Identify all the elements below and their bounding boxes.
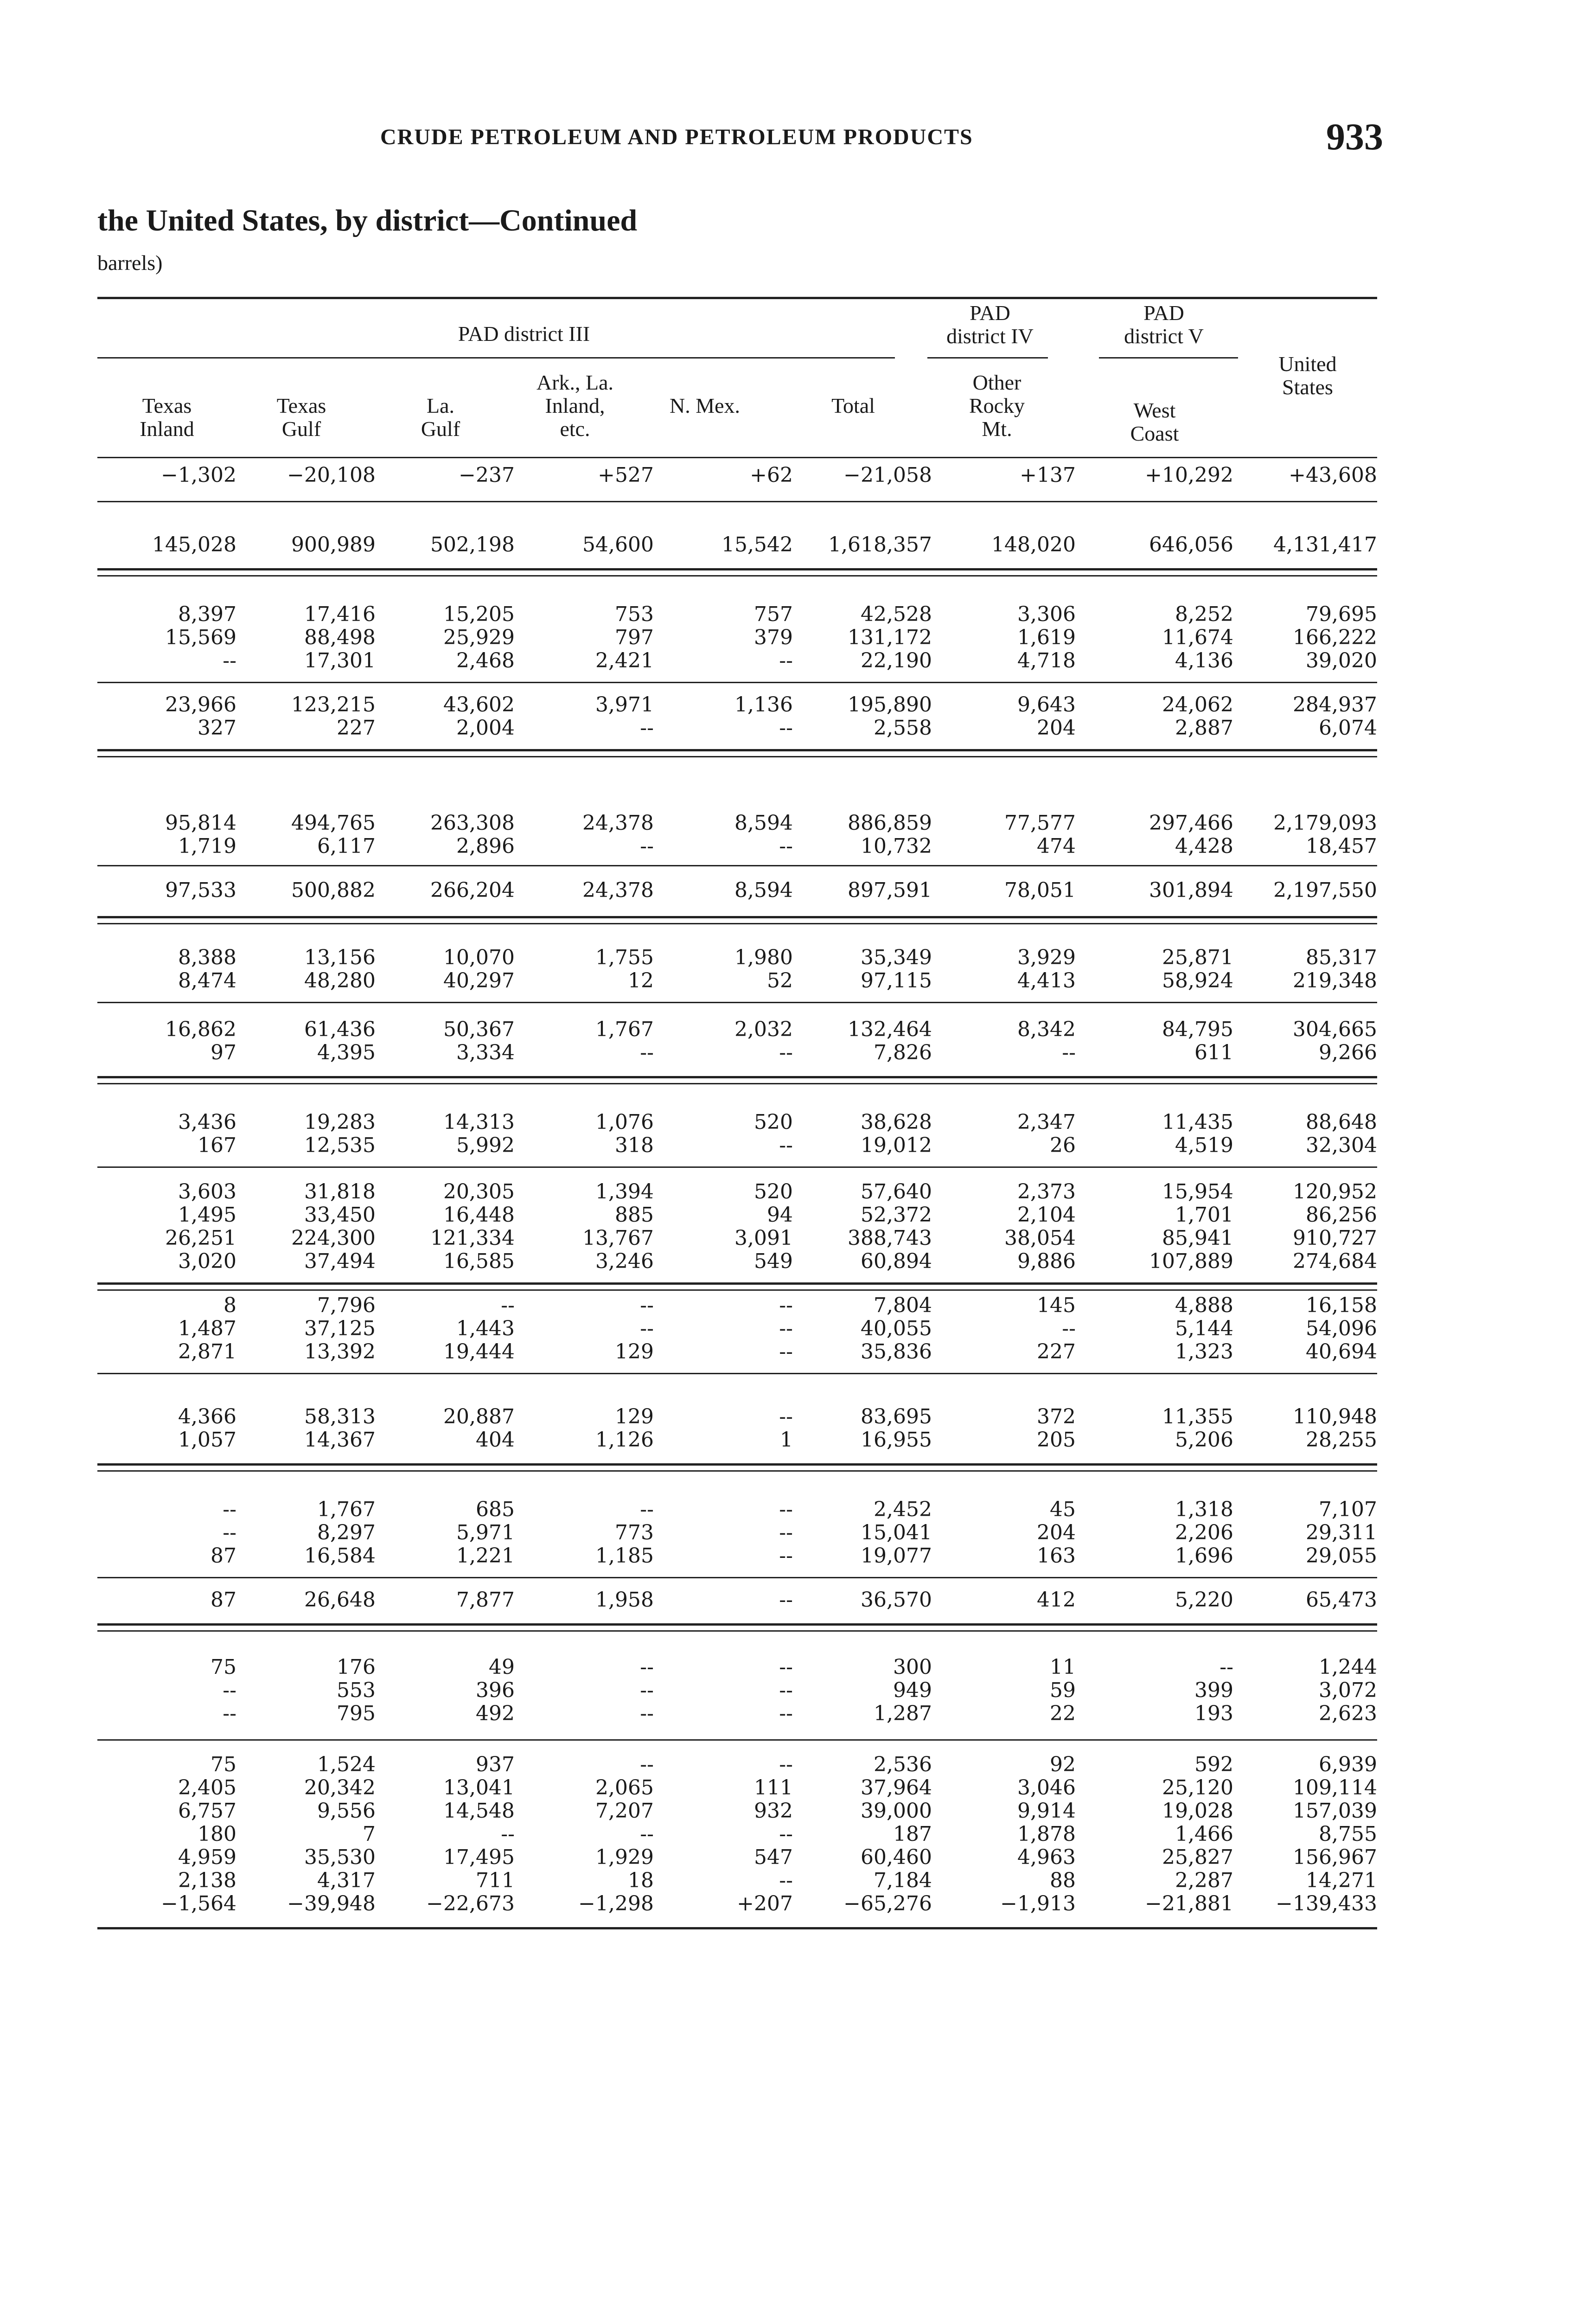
pad3-group-rule [97, 357, 895, 359]
cell: 83,695 16,955 [861, 1405, 932, 1452]
table-subtitle: the United States, by district—Continued [97, 204, 638, 237]
cell: 24,062 2,887 [1162, 693, 1233, 740]
cell: +10,292 [1145, 463, 1233, 487]
cell: 36,570 [861, 1588, 932, 1612]
cell: 15,954 1,701 85,941 107,889 [1149, 1180, 1233, 1273]
cell: -- 2,065 7,207 -- 1,929 18 −1,298 [578, 1753, 654, 1915]
cell: 1,318 2,206 1,696 [1175, 1498, 1233, 1568]
cell: 75 -- -- [211, 1655, 236, 1725]
cell: 1,767 8,297 16,584 [304, 1498, 376, 1568]
cell: 35,349 97,115 [861, 946, 932, 993]
cell: 1,980 52 [734, 946, 793, 993]
cell: 110,948 28,255 [1293, 1405, 1377, 1452]
row-rule [97, 682, 1377, 683]
cell: -- -- -- [779, 1294, 793, 1364]
cell: +43,608 [1289, 463, 1377, 487]
cell: 297,466 4,428 [1149, 811, 1233, 858]
col-header-texas-gulf: Texas Gulf [276, 394, 326, 441]
cell: -- 773 1,185 [595, 1498, 654, 1568]
cell: 1,244 3,072 2,623 [1319, 1655, 1377, 1725]
col-header-n-mex: N. Mex. [669, 394, 741, 417]
cell: 16,862 97 [165, 1018, 236, 1064]
row-rule [97, 1373, 1377, 1374]
cell: 17,416 88,498 17,301 [304, 602, 376, 673]
cell: 1,767 -- [595, 1018, 654, 1064]
cell: 78,051 [1004, 878, 1076, 902]
cell: -- 1,443 19,444 [443, 1294, 515, 1364]
running-head: CRUDE PETROLEUM AND PETROLEUM PRODUCTS [380, 125, 973, 149]
cell: 757 379 -- [754, 602, 793, 673]
cell: 16,158 54,096 40,694 [1306, 1294, 1377, 1364]
row-rule [97, 1577, 1377, 1578]
cell: 2,347 26 [1017, 1110, 1076, 1157]
col-header-ark-la-inland: Ark., La. Inland, etc. [536, 371, 614, 441]
cell: 263,308 2,896 [430, 811, 515, 858]
row-rule [97, 1470, 1377, 1472]
cell: 266,204 [430, 878, 515, 902]
cell: 8,252 11,674 4,136 [1162, 602, 1233, 673]
page-number: 933 [1326, 115, 1383, 158]
cell: 592 25,120 19,028 1,466 25,827 2,287 −21,881 [1145, 1753, 1233, 1915]
cell: -- 111 932 -- 547 -- +207 [737, 1753, 793, 1915]
cell: -- -- -- [779, 1498, 793, 1568]
cell: 7,107 29,311 29,055 [1306, 1498, 1377, 1568]
col-header-united-states: United States [1278, 352, 1337, 399]
cell: 1,755 12 [595, 946, 654, 993]
cell: -- [779, 1588, 793, 1612]
cell: -- -- 87 [211, 1498, 236, 1568]
header-bottom-rule [97, 457, 1377, 458]
col-header-other-rocky: Other Rocky Mt. [969, 371, 1025, 441]
col-header-total: Total [831, 394, 875, 417]
row-rule [97, 1630, 1377, 1632]
cell: 79,695 166,222 39,020 [1293, 602, 1377, 673]
cell: 2,373 2,104 38,054 9,886 [1004, 1180, 1076, 1273]
cell: 95,814 1,719 [165, 811, 236, 858]
cell: 3,929 4,413 [1017, 946, 1076, 993]
row-rule [97, 1282, 1377, 1285]
row-rule [97, 1166, 1377, 1168]
cell: 500,882 [291, 878, 376, 902]
cell: 1,958 [595, 1588, 654, 1612]
cell: -- 1 [779, 1405, 793, 1452]
row-rule [97, 1463, 1377, 1466]
cell: 58,313 14,367 [304, 1405, 376, 1452]
cell: 11 59 22 [1050, 1655, 1076, 1725]
cell: 88,648 32,304 [1306, 1110, 1377, 1157]
cell: −20,108 [287, 463, 376, 487]
row-rule [97, 1002, 1377, 1003]
cell: 24,378 [582, 878, 654, 902]
cell: 685 5,971 1,221 [456, 1498, 515, 1568]
cell: 85,317 219,348 [1293, 946, 1377, 993]
cell: 520 -- [754, 1110, 793, 1157]
cell: 15,205 25,929 2,468 [443, 602, 515, 673]
cell: 11,435 4,519 [1162, 1110, 1233, 1157]
cell: -- 399 193 [1194, 1655, 1233, 1725]
cell: 2,197,550 [1273, 878, 1377, 902]
cell: -- -- -- [640, 1655, 654, 1725]
cell: 23,966 327 [165, 693, 236, 740]
row-rule [97, 1083, 1377, 1084]
cell: 176 553 795 [337, 1655, 376, 1725]
cell: 19,283 12,535 [304, 1110, 376, 1157]
cell: 42,528 131,172 22,190 [848, 602, 932, 673]
cell: 45 204 163 [1037, 1498, 1076, 1568]
table-bottom-rule [97, 1927, 1377, 1929]
cell: +62 [750, 463, 793, 487]
cell: 20,305 16,448 121,334 16,585 [430, 1180, 515, 1273]
group-header-pad3: PAD district III [458, 322, 590, 346]
col-header-la-gulf: La. Gulf [421, 394, 460, 441]
cell: 7,877 [456, 1588, 515, 1612]
cell: 31,818 33,450 224,300 37,494 [291, 1180, 376, 1273]
cell: 646,056 [1149, 533, 1233, 557]
cell: 75 2,405 6,757 180 4,959 2,138 −1,564 [161, 1753, 236, 1915]
cell: 87 [211, 1588, 236, 1612]
cell: 4,888 5,144 1,323 [1175, 1294, 1233, 1364]
cell: 10,070 40,297 [443, 946, 515, 993]
cell: 2,032 -- [734, 1018, 793, 1064]
cell: 1,076 318 [595, 1110, 654, 1157]
cell: 26,648 [304, 1588, 376, 1612]
cell: 3,971 -- [595, 693, 654, 740]
row-rule [97, 575, 1377, 577]
cell: -- -- 129 [615, 1294, 654, 1364]
cell: 3,436 167 [178, 1110, 236, 1157]
row-rule [97, 1289, 1377, 1291]
group-header-pad5: PAD district V [1124, 301, 1204, 348]
row-rule [97, 1076, 1377, 1078]
cell: 145,028 [152, 533, 236, 557]
cell: 1,394 885 13,767 3,246 [582, 1180, 654, 1273]
cell: 24,378 -- [582, 811, 654, 858]
col-header-texas-inland: Texas Inland [140, 394, 194, 441]
cell: 8,342 -- [1017, 1018, 1076, 1064]
cell: 4,131,417 [1273, 533, 1377, 557]
cell: 43,602 2,004 [443, 693, 515, 740]
cell: 11,355 5,206 [1162, 1405, 1233, 1452]
cell: 4,366 1,057 [178, 1405, 236, 1452]
cell: 304,665 9,266 [1293, 1018, 1377, 1064]
cell: 6,939 109,114 157,039 8,755 156,967 14,271 −139,433 [1276, 1753, 1377, 1915]
cell: 15,542 [721, 533, 793, 557]
cell: 25,871 58,924 [1162, 946, 1233, 993]
cell: 8 1,487 2,871 [178, 1294, 236, 1364]
cell: 8,388 8,474 [178, 946, 236, 993]
cell: 300 949 1,287 [874, 1655, 932, 1725]
cell: 20,887 404 [443, 1405, 515, 1452]
cell: 8,594 [734, 878, 793, 902]
cell: −237 [459, 463, 515, 487]
cell: 2,179,093 18,457 [1273, 811, 1377, 858]
group-header-pad4: PAD district IV [946, 301, 1034, 348]
cell: 1,524 20,342 9,556 7 35,530 4,317 −39,948 [287, 1753, 376, 1915]
row-rule [97, 923, 1377, 924]
units-note: barrels) [97, 251, 163, 275]
row-rule [97, 1739, 1377, 1741]
cell: +137 [1020, 463, 1076, 487]
cell: 145 -- 227 [1037, 1294, 1076, 1364]
cell: 123,215 227 [291, 693, 376, 740]
pad5-group-rule [1099, 357, 1238, 359]
cell: 195,890 2,558 [848, 693, 932, 740]
row-rule [97, 756, 1377, 757]
cell: +527 [598, 463, 654, 487]
cell: 412 [1037, 1588, 1076, 1612]
cell: 61,436 4,395 [304, 1018, 376, 1064]
row-rule [97, 568, 1377, 570]
cell: −1,302 [161, 463, 236, 487]
cell: 494,765 6,117 [291, 811, 376, 858]
cell: 7,804 40,055 35,836 [861, 1294, 932, 1364]
cell: 7,796 37,125 13,392 [304, 1294, 376, 1364]
cell: 301,894 [1149, 878, 1233, 902]
table-top-rule [97, 297, 1377, 299]
cell: 5,220 [1175, 1588, 1233, 1612]
row-rule [97, 916, 1377, 918]
cell: 900,989 [291, 533, 376, 557]
cell: 372 205 [1037, 1405, 1076, 1452]
cell: 520 94 3,091 549 [734, 1180, 793, 1273]
cell: 148,020 [991, 533, 1076, 557]
cell: 284,937 6,074 [1293, 693, 1377, 740]
cell: 2,452 15,041 19,077 [861, 1498, 932, 1568]
cell: 14,313 5,992 [443, 1110, 515, 1157]
cell: 84,795 611 [1162, 1018, 1233, 1064]
row-rule [97, 1623, 1377, 1626]
cell: 50,367 3,334 [443, 1018, 515, 1064]
col-header-west-coast: West Coast [1130, 398, 1179, 445]
cell: 753 797 2,421 [595, 602, 654, 673]
cell: 132,464 7,826 [848, 1018, 932, 1064]
cell: 2,536 37,964 39,000 187 60,460 7,184 −65,276 [843, 1753, 932, 1915]
row-rule [97, 501, 1377, 502]
cell: 886,859 10,732 [848, 811, 932, 858]
cell: -- -- -- [779, 1655, 793, 1725]
cell: 120,952 86,256 910,727 274,684 [1293, 1180, 1377, 1273]
cell: 8,594 -- [734, 811, 793, 858]
row-rule [97, 865, 1377, 866]
cell: 13,156 48,280 [304, 946, 376, 993]
cell: 502,198 [430, 533, 515, 557]
cell: 9,643 204 [1017, 693, 1076, 740]
cell: 49 396 492 [476, 1655, 515, 1725]
cell: 3,603 1,495 26,251 3,020 [165, 1180, 236, 1273]
cell: 65,473 [1306, 1588, 1377, 1612]
cell: 38,628 19,012 [861, 1110, 932, 1157]
cell: 897,591 [848, 878, 932, 902]
cell: 97,533 [165, 878, 236, 902]
cell: 77,577 474 [1004, 811, 1076, 858]
cell: 54,600 [582, 533, 654, 557]
cell: 3,306 1,619 4,718 [1017, 602, 1076, 673]
pad4-group-rule [927, 357, 1048, 359]
cell: 1,136 -- [734, 693, 793, 740]
cell: 1,618,357 [828, 533, 932, 557]
cell: 92 3,046 9,914 1,878 4,963 88 −1,913 [1000, 1753, 1076, 1915]
cell: 57,640 52,372 388,743 60,894 [848, 1180, 932, 1273]
cell: 937 13,041 14,548 -- 17,495 711 −22,673 [426, 1753, 515, 1915]
cell: −21,058 [843, 463, 932, 487]
cell: 8,397 15,569 -- [165, 602, 236, 673]
row-rule [97, 749, 1377, 751]
cell: 129 1,126 [595, 1405, 654, 1452]
